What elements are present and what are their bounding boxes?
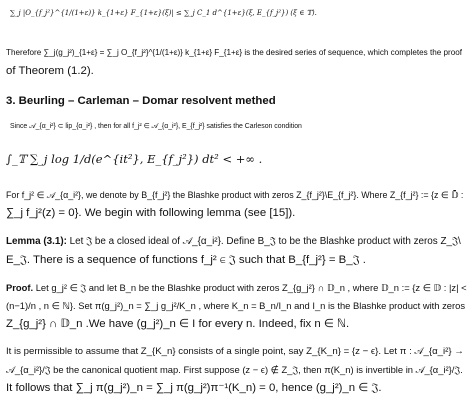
- paragraph-line: of Theorem (1.2).: [6, 65, 94, 77]
- paragraph-line: It is permissible to assume that Z_{K_n} consists of a single point, say Z_{K_n} = {z − ϵ}. Let π : 𝒜_{α_i²} →: [6, 346, 464, 357]
- lemma-text: Let 𝔍 be a closed ideal of 𝒜_{α_i²}. Define B_𝔍 to be the Blashke product with zeros Z_𝔍\: [66, 236, 461, 247]
- proof-text: Let g_j² ∈ 𝔍 and let B_n be the Blashke product with zeros Z_{g_j²} ∩ 𝔻_n , where 𝔻_n := {z ∈ 𝔻 : |z| <: [33, 282, 467, 293]
- paragraph-line: It follows that ∑_j π(g_j²)_n = ∑_j π(g_j²)π⁻¹(K_n) = 0, hence (g_j²)_n ∈ 𝔍.: [6, 382, 382, 394]
- section-heading: 3. Beurling – Carleman – Domar resolvent methed: [6, 95, 276, 107]
- lemma-line: [6, 233, 468, 251]
- paragraph-line: Since 𝒜_{α_i²} ⊂ lip_{α_i²} , then for all f_j² ∈ 𝒜_{α_i²}, E_{f_j²} satisfies the Carleson condition: [10, 123, 302, 130]
- paragraph-line: For f_j² ∈ 𝒜_{α_i²}, we denote by B_{f_j²} the Blashke product with zeros Z_{f_j²}\E_{f_j²}. Where Z_{f_j²} := {z ∈ 𝔻̄ :: [6, 190, 464, 200]
- display-equation-1: ∑_j |O_{f_j²}^{1/(1+ε)} k_{1+ε} F_{1+ε}(ξ)| ≤ ∑_j C_1 d^{1+ε}(ξ, E_{f_j²}) (ξ ∈ 𝕋).: [10, 9, 317, 17]
- lemma-line: E_𝔍. There is a sequence of functions f_j² ∈ 𝔍 such that B_{f_j²} = B_𝔍 .: [6, 254, 366, 266]
- proof-line: [6, 279, 468, 297]
- display-equation-2: ∫_𝕋 ∑_j log 1/d(e^{it²}, E_{f_j²}) dt² < +∞ .: [6, 152, 263, 166]
- paragraph-line: Therefore ∑_j(g_j²)_{1+ε} = ∑_j O_{f_j²}^{1/(1+ε)} k_{1+ε} F_{1+ε} is the desired series of sequence, which completes the proof: [6, 48, 463, 57]
- paragraph-line: 𝒜_{α_i²}/𝔍 be the canonical quotient map. First suppose (z − ϵ) ∉ Z_𝔍, then π(K_n) is invertible in 𝒜_{α_i²}/𝔍.: [6, 364, 463, 375]
- proof-label: Proof.: [6, 282, 34, 293]
- proof-line: (n−1)/n , n ∈ ℕ}. Set π(g_j²)_n = ∑_j g_j²/K_n , where K_n = B_n/I_n and I_n is the Blashke product with zeros: [6, 300, 466, 311]
- proof-line: Z_{g_j²} ∩ 𝔻_n .We have (g_j²)_n ∈ I for every n. Indeed, fix n ∈ ℕ.: [6, 318, 350, 330]
- lemma-label: Lemma (3.1):: [6, 236, 67, 247]
- paragraph-line: ∑_j f_j²(z) = 0}. We begin with following lemma (see [15]).: [6, 207, 296, 219]
